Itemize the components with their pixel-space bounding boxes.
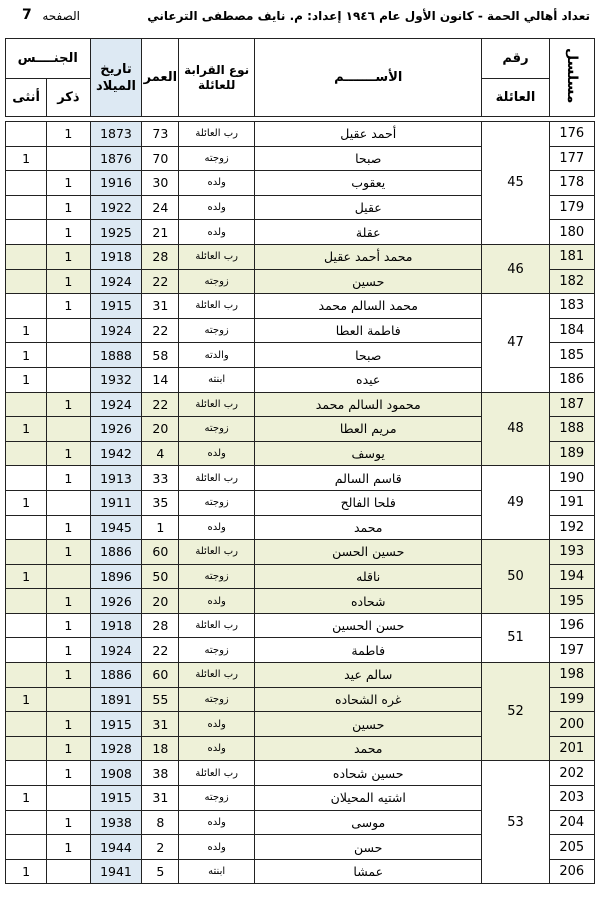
- birth-cell: 1916: [90, 171, 142, 196]
- relation-cell: رب العائلة: [179, 761, 255, 786]
- age-cell: 4: [142, 441, 179, 466]
- relation-cell: زوجته: [179, 146, 255, 171]
- female-cell: [6, 638, 47, 663]
- serial-cell: 178: [549, 171, 594, 196]
- relation-cell: زوجته: [179, 786, 255, 811]
- table-row: [6, 761, 595, 786]
- birth-cell: 1924: [90, 392, 142, 417]
- female-cell: [6, 736, 47, 761]
- serial-cell: 201: [549, 736, 594, 761]
- name-cell: حسين: [255, 269, 482, 294]
- age-cell: 55: [142, 687, 179, 712]
- birth-cell: 1922: [90, 195, 142, 220]
- female-cell: 1: [6, 490, 47, 515]
- relation-cell: زوجته: [179, 638, 255, 663]
- female-cell: [6, 441, 47, 466]
- age-cell: 38: [142, 761, 179, 786]
- female-cell: [6, 589, 47, 614]
- relation-cell: زوجته: [179, 318, 255, 343]
- age-cell: 31: [142, 294, 179, 319]
- male-cell: [47, 146, 90, 171]
- relation-cell: زوجته: [179, 687, 255, 712]
- census-table: [5, 38, 595, 884]
- female-cell: [6, 195, 47, 220]
- serial-cell: 196: [549, 613, 594, 638]
- age-cell: 22: [142, 269, 179, 294]
- female-cell: [6, 171, 47, 196]
- serial-cell: 177: [549, 146, 594, 171]
- male-cell: 1: [47, 441, 90, 466]
- birth-cell: 1932: [90, 367, 142, 392]
- relation-cell: ولده: [179, 220, 255, 245]
- female-cell: 1: [6, 564, 47, 589]
- age-cell: 20: [142, 589, 179, 614]
- family-number-cell: 48: [482, 392, 549, 466]
- name-cell: فاطمة العطا: [255, 318, 482, 343]
- age-cell: 22: [142, 392, 179, 417]
- relation-cell: رب العائلة: [179, 663, 255, 688]
- birth-cell: 1915: [90, 786, 142, 811]
- name-cell: حسن الحسين: [255, 613, 482, 638]
- male-cell: [47, 564, 90, 589]
- relation-cell: ولده: [179, 736, 255, 761]
- name-cell: عقيل: [255, 195, 482, 220]
- family-number-cell: 45: [482, 122, 549, 245]
- female-cell: 1: [6, 687, 47, 712]
- gender-header: الجنــــس: [6, 39, 91, 79]
- relation-cell: رب العائلة: [179, 540, 255, 565]
- name-cell: عقلة: [255, 220, 482, 245]
- female-cell: [6, 613, 47, 638]
- male-cell: 1: [47, 613, 90, 638]
- birth-cell: 1915: [90, 712, 142, 737]
- birth-cell: 1924: [90, 269, 142, 294]
- male-cell: 1: [47, 712, 90, 737]
- male-cell: [47, 318, 90, 343]
- serial-cell: 190: [549, 466, 594, 491]
- name-cell: سالم عيد: [255, 663, 482, 688]
- table-row: [6, 663, 595, 688]
- relation-cell: ولده: [179, 171, 255, 196]
- birth-cell: 1945: [90, 515, 142, 540]
- female-cell: [6, 663, 47, 688]
- male-cell: 1: [47, 195, 90, 220]
- age-cell: 22: [142, 318, 179, 343]
- table-row: [6, 466, 595, 491]
- name-cell: اشتيه المحيلان: [255, 786, 482, 811]
- age-cell: 30: [142, 171, 179, 196]
- age-header: العمر: [142, 39, 179, 117]
- age-cell: 31: [142, 712, 179, 737]
- name-cell: عيده: [255, 367, 482, 392]
- birth-cell: 1911: [90, 490, 142, 515]
- birth-cell: 1928: [90, 736, 142, 761]
- relation-header: نوع القرابة للعائلة: [179, 39, 255, 117]
- serial-cell: 185: [549, 343, 594, 368]
- birth-header: تاريخ الميلاد: [90, 39, 142, 117]
- age-cell: 35: [142, 490, 179, 515]
- female-cell: [6, 761, 47, 786]
- name-cell: قاسم السالم: [255, 466, 482, 491]
- female-cell: [6, 294, 47, 319]
- birth-cell: 1913: [90, 466, 142, 491]
- relation-cell: زوجته: [179, 269, 255, 294]
- name-cell: يعقوب: [255, 171, 482, 196]
- census-body: [6, 122, 595, 884]
- female-cell: [6, 712, 47, 737]
- age-cell: 28: [142, 244, 179, 269]
- relation-cell: ولده: [179, 589, 255, 614]
- name-cell: شحاده: [255, 589, 482, 614]
- female-cell: [6, 810, 47, 835]
- female-cell: 1: [6, 367, 47, 392]
- page-label: الصفحه: [42, 9, 80, 23]
- male-cell: 1: [47, 589, 90, 614]
- female-cell: 1: [6, 417, 47, 442]
- relation-cell: ولده: [179, 712, 255, 737]
- name-cell: صبحا: [255, 343, 482, 368]
- age-cell: 31: [142, 786, 179, 811]
- birth-cell: 1886: [90, 540, 142, 565]
- table-row: [6, 294, 595, 319]
- serial-cell: 189: [549, 441, 594, 466]
- name-cell: محمد أحمد عقيل: [255, 244, 482, 269]
- male-cell: 1: [47, 761, 90, 786]
- serial-cell: 184: [549, 318, 594, 343]
- serial-cell: 198: [549, 663, 594, 688]
- table-row: [6, 613, 595, 638]
- name-cell: حسين شحاده: [255, 761, 482, 786]
- serial-header: مسلسل: [549, 39, 594, 117]
- name-cell: حسن: [255, 835, 482, 860]
- female-cell: 1: [6, 343, 47, 368]
- serial-cell: 176: [549, 122, 594, 147]
- male-cell: [47, 859, 90, 884]
- family-number-cell: 50: [482, 540, 549, 614]
- birth-cell: 1944: [90, 835, 142, 860]
- serial-cell: 203: [549, 786, 594, 811]
- name-cell: عمشا: [255, 859, 482, 884]
- name-cell: ناقله: [255, 564, 482, 589]
- age-cell: 14: [142, 367, 179, 392]
- male-cell: 1: [47, 171, 90, 196]
- age-cell: 20: [142, 417, 179, 442]
- name-header: الأســـــــم: [255, 39, 482, 117]
- birth-cell: 1908: [90, 761, 142, 786]
- age-cell: 1: [142, 515, 179, 540]
- name-cell: فلحا الفالح: [255, 490, 482, 515]
- birth-cell: 1918: [90, 613, 142, 638]
- birth-cell: 1924: [90, 638, 142, 663]
- relation-cell: ولده: [179, 810, 255, 835]
- male-cell: [47, 687, 90, 712]
- relation-cell: رب العائلة: [179, 613, 255, 638]
- age-cell: 24: [142, 195, 179, 220]
- serial-cell: 180: [549, 220, 594, 245]
- table-row: [6, 122, 595, 147]
- male-cell: 1: [47, 638, 90, 663]
- relation-cell: رب العائلة: [179, 392, 255, 417]
- serial-cell: 197: [549, 638, 594, 663]
- family-number-cell: 46: [482, 244, 549, 293]
- name-cell: محمد: [255, 515, 482, 540]
- relation-cell: ابنته: [179, 367, 255, 392]
- birth-cell: 1925: [90, 220, 142, 245]
- relation-cell: ولده: [179, 515, 255, 540]
- serial-cell: 181: [549, 244, 594, 269]
- serial-cell: 195: [549, 589, 594, 614]
- relation-cell: رب العائلة: [179, 244, 255, 269]
- family-number-cell: 52: [482, 663, 549, 761]
- relation-cell: ولده: [179, 441, 255, 466]
- male-cell: [47, 490, 90, 515]
- age-cell: 21: [142, 220, 179, 245]
- male-cell: 1: [47, 466, 90, 491]
- family-number-cell: 51: [482, 613, 549, 662]
- male-cell: 1: [47, 810, 90, 835]
- relation-cell: زوجته: [179, 490, 255, 515]
- male-cell: [47, 367, 90, 392]
- birth-cell: 1891: [90, 687, 142, 712]
- name-cell: فاطمة: [255, 638, 482, 663]
- birth-cell: 1918: [90, 244, 142, 269]
- name-cell: أحمد عقيل: [255, 122, 482, 147]
- page-number: 7: [22, 7, 32, 23]
- birth-cell: 1896: [90, 564, 142, 589]
- serial-cell: 206: [549, 859, 594, 884]
- age-cell: 50: [142, 564, 179, 589]
- header-row-top: [6, 39, 595, 79]
- relation-cell: والدته: [179, 343, 255, 368]
- female-cell: [6, 244, 47, 269]
- male-cell: 1: [47, 663, 90, 688]
- serial-cell: 202: [549, 761, 594, 786]
- relation-cell: ولده: [179, 195, 255, 220]
- male-cell: 1: [47, 392, 90, 417]
- name-cell: غره الشحاده: [255, 687, 482, 712]
- age-cell: 5: [142, 859, 179, 884]
- female-cell: 1: [6, 859, 47, 884]
- male-cell: [47, 417, 90, 442]
- name-cell: حسين: [255, 712, 482, 737]
- age-cell: 28: [142, 613, 179, 638]
- family-number-cell: 53: [482, 761, 549, 884]
- female-header: أنثى: [6, 79, 47, 117]
- relation-cell: رب العائلة: [179, 466, 255, 491]
- serial-cell: 192: [549, 515, 594, 540]
- birth-cell: 1886: [90, 663, 142, 688]
- serial-cell: 188: [549, 417, 594, 442]
- female-cell: [6, 515, 47, 540]
- birth-cell: 1888: [90, 343, 142, 368]
- relation-cell: ابنته: [179, 859, 255, 884]
- name-cell: مريم العطا: [255, 417, 482, 442]
- male-cell: 1: [47, 736, 90, 761]
- serial-cell: 200: [549, 712, 594, 737]
- birth-cell: 1873: [90, 122, 142, 147]
- male-header: ذكر: [47, 79, 90, 117]
- male-cell: 1: [47, 244, 90, 269]
- relation-cell: زوجته: [179, 417, 255, 442]
- age-cell: 70: [142, 146, 179, 171]
- female-cell: [6, 835, 47, 860]
- serial-cell: 186: [549, 367, 594, 392]
- birth-cell: 1926: [90, 417, 142, 442]
- age-cell: 73: [142, 122, 179, 147]
- male-cell: [47, 343, 90, 368]
- male-cell: 1: [47, 835, 90, 860]
- male-cell: [47, 786, 90, 811]
- female-cell: [6, 540, 47, 565]
- name-cell: يوسف: [255, 441, 482, 466]
- female-cell: 1: [6, 786, 47, 811]
- serial-cell: 193: [549, 540, 594, 565]
- male-cell: 1: [47, 220, 90, 245]
- age-cell: 8: [142, 810, 179, 835]
- relation-cell: رب العائلة: [179, 294, 255, 319]
- birth-cell: 1926: [90, 589, 142, 614]
- serial-cell: 205: [549, 835, 594, 860]
- male-cell: 1: [47, 269, 90, 294]
- name-cell: موسى: [255, 810, 482, 835]
- serial-cell: 204: [549, 810, 594, 835]
- serial-cell: 191: [549, 490, 594, 515]
- male-cell: 1: [47, 540, 90, 565]
- serial-cell: 182: [549, 269, 594, 294]
- family-number-header: رقم: [482, 39, 549, 79]
- age-cell: 58: [142, 343, 179, 368]
- birth-cell: 1924: [90, 318, 142, 343]
- name-cell: محمود السالم محمد: [255, 392, 482, 417]
- female-cell: [6, 269, 47, 294]
- serial-cell: 179: [549, 195, 594, 220]
- name-cell: حسين الحسن: [255, 540, 482, 565]
- male-cell: 1: [47, 294, 90, 319]
- birth-cell: 1876: [90, 146, 142, 171]
- male-cell: 1: [47, 122, 90, 147]
- serial-cell: 199: [549, 687, 594, 712]
- table-row: [6, 540, 595, 565]
- table-row: [6, 244, 595, 269]
- relation-cell: رب العائلة: [179, 122, 255, 147]
- female-cell: [6, 220, 47, 245]
- serial-cell: 183: [549, 294, 594, 319]
- family-label-header: العائلة: [482, 79, 549, 117]
- family-number-cell: 49: [482, 466, 549, 540]
- name-cell: محمد: [255, 736, 482, 761]
- birth-cell: 1938: [90, 810, 142, 835]
- table-row: [6, 392, 595, 417]
- family-number-cell: 47: [482, 294, 549, 392]
- age-cell: 22: [142, 638, 179, 663]
- female-cell: 1: [6, 318, 47, 343]
- age-cell: 18: [142, 736, 179, 761]
- birth-cell: 1915: [90, 294, 142, 319]
- age-cell: 33: [142, 466, 179, 491]
- age-cell: 2: [142, 835, 179, 860]
- serial-cell: 194: [549, 564, 594, 589]
- relation-cell: زوجته: [179, 564, 255, 589]
- male-cell: 1: [47, 515, 90, 540]
- female-cell: [6, 392, 47, 417]
- relation-cell: ولده: [179, 835, 255, 860]
- name-cell: صبحا: [255, 146, 482, 171]
- female-cell: [6, 466, 47, 491]
- age-cell: 60: [142, 540, 179, 565]
- name-cell: محمد السالم محمد: [255, 294, 482, 319]
- document-title: تعداد أهالي الحمة - كانون الأول عام ١٩٤٦ إعداد: م. نايف مصطفى الترعاني: [147, 9, 590, 23]
- female-cell: [6, 122, 47, 147]
- serial-cell: 187: [549, 392, 594, 417]
- birth-cell: 1942: [90, 441, 142, 466]
- page-header: [0, 0, 600, 36]
- female-cell: 1: [6, 146, 47, 171]
- age-cell: 60: [142, 663, 179, 688]
- birth-cell: 1941: [90, 859, 142, 884]
